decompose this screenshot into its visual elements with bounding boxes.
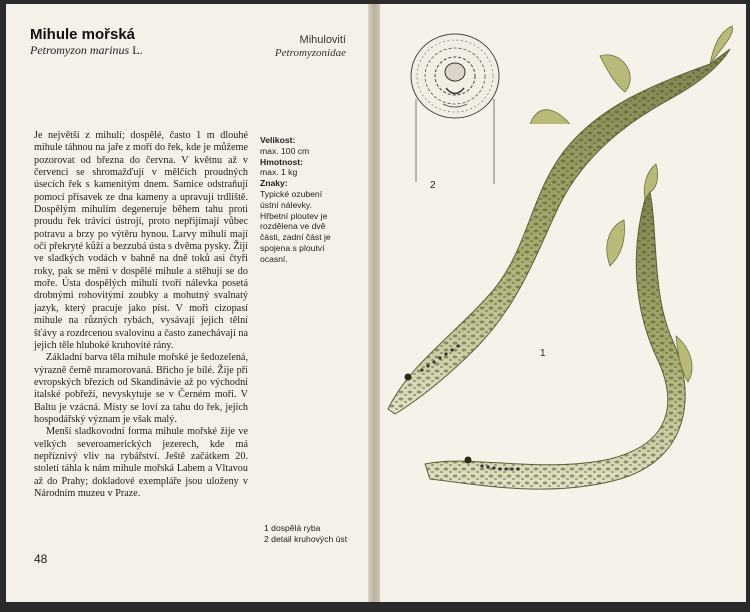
right-page	[380, 4, 746, 602]
left-page	[6, 4, 373, 602]
species-latin-name	[30, 43, 143, 58]
page-number: 48	[34, 552, 48, 566]
family-latin-name: Petromyzonidae	[274, 47, 346, 59]
marks-label: Znaky:	[260, 178, 288, 189]
weight-label: Hmotnost:	[260, 156, 303, 167]
weight-value: max. 1 kg	[260, 167, 298, 178]
lamprey-illustration	[380, 4, 746, 602]
figure-label-1: 1	[540, 348, 546, 359]
family-heading	[275, 34, 346, 60]
size-label: Velikost:	[260, 135, 296, 145]
open-book	[6, 4, 746, 602]
paragraph: Základní barva těla mihule mořské je šedozelená, výrazně černě mramorovaná. Břicho je bílé. Žije při evropských březích od Skandinávie až po východní italské pobřeží, nevyskytuje se v Černém moři. V Baltu je vzácná. Místy se loví za tahu do řek, jejich hospodářský význam je však malý.	[34, 352, 248, 425]
species-title: Mihule mořská	[30, 26, 136, 43]
facts-sidebar	[260, 135, 342, 265]
paragraph: Je největší z mihulí; dospělé, často 1 m dlouhé mihule táhnou na jaře z moří do řek, kde je můžeme pozorovat od března do června. V květnu až v červenci se shromažďují v mělčích proudných úsecích řek s kamenitým dnem. Samice odstraňují pomocí přísavek ze dna kameny a upravují trdliště. Dospělým mihulím degeneruje během tahu proti proudu řek trávicí ústrojí, proto nepřijímají vůbec potravu a brzy po výtěru hynou. Larvy mihulí mají oči překryté kůží a bezzubá ústa s dvěma pysky. Žijí ve sladkých vodách v bahně na dně toků asi čtyři roky, pak se mění v dospělé mihule a stěhují se do moře. Ústa dospělých mihulí tvoří nálevka posetá drobnými rohovitými zoubky a mohutný svalnatý jazyk, který pracuje jako píst. V moři cizopasí mihule na různých rybách, vysávají jejich tělní šťávy a rozdrcenou svalovinu a často zanechávají na jejich těle hluboké kruhovité rány.	[34, 130, 248, 351]
latin-name: Petromyzon marinus	[30, 43, 130, 57]
marks-value: Typické ozubení ústní nálevky. Hřbetní ploutev je rozdělena ve dvě části, zadní část je spojena s ploutví ocasní.	[260, 188, 331, 264]
legend-item: 1 dospělá ryba	[264, 523, 321, 533]
figure-legend	[264, 523, 354, 545]
mouth-disc-detail	[411, 34, 499, 191]
description-text	[34, 130, 248, 500]
size-value: max. 100 cm	[260, 145, 310, 156]
latin-author: L.	[132, 43, 143, 57]
family-name: Mihulovití	[299, 34, 346, 46]
paragraph: Menší sladkovodní forma mihule mořské žije ve velkých severoamerických jezerech, kde má nepříznivý vliv na rybářství. Ještě začátkem 20. století táhla k nám mihule mořská Labem a Vltavou až do Prahy; dokladové exempláře jsou uloženy v Národním muzeu v Praze.	[34, 426, 248, 499]
figure-label-2: 2	[430, 180, 436, 191]
legend-item: 2 detail kruhových úst	[264, 533, 348, 544]
